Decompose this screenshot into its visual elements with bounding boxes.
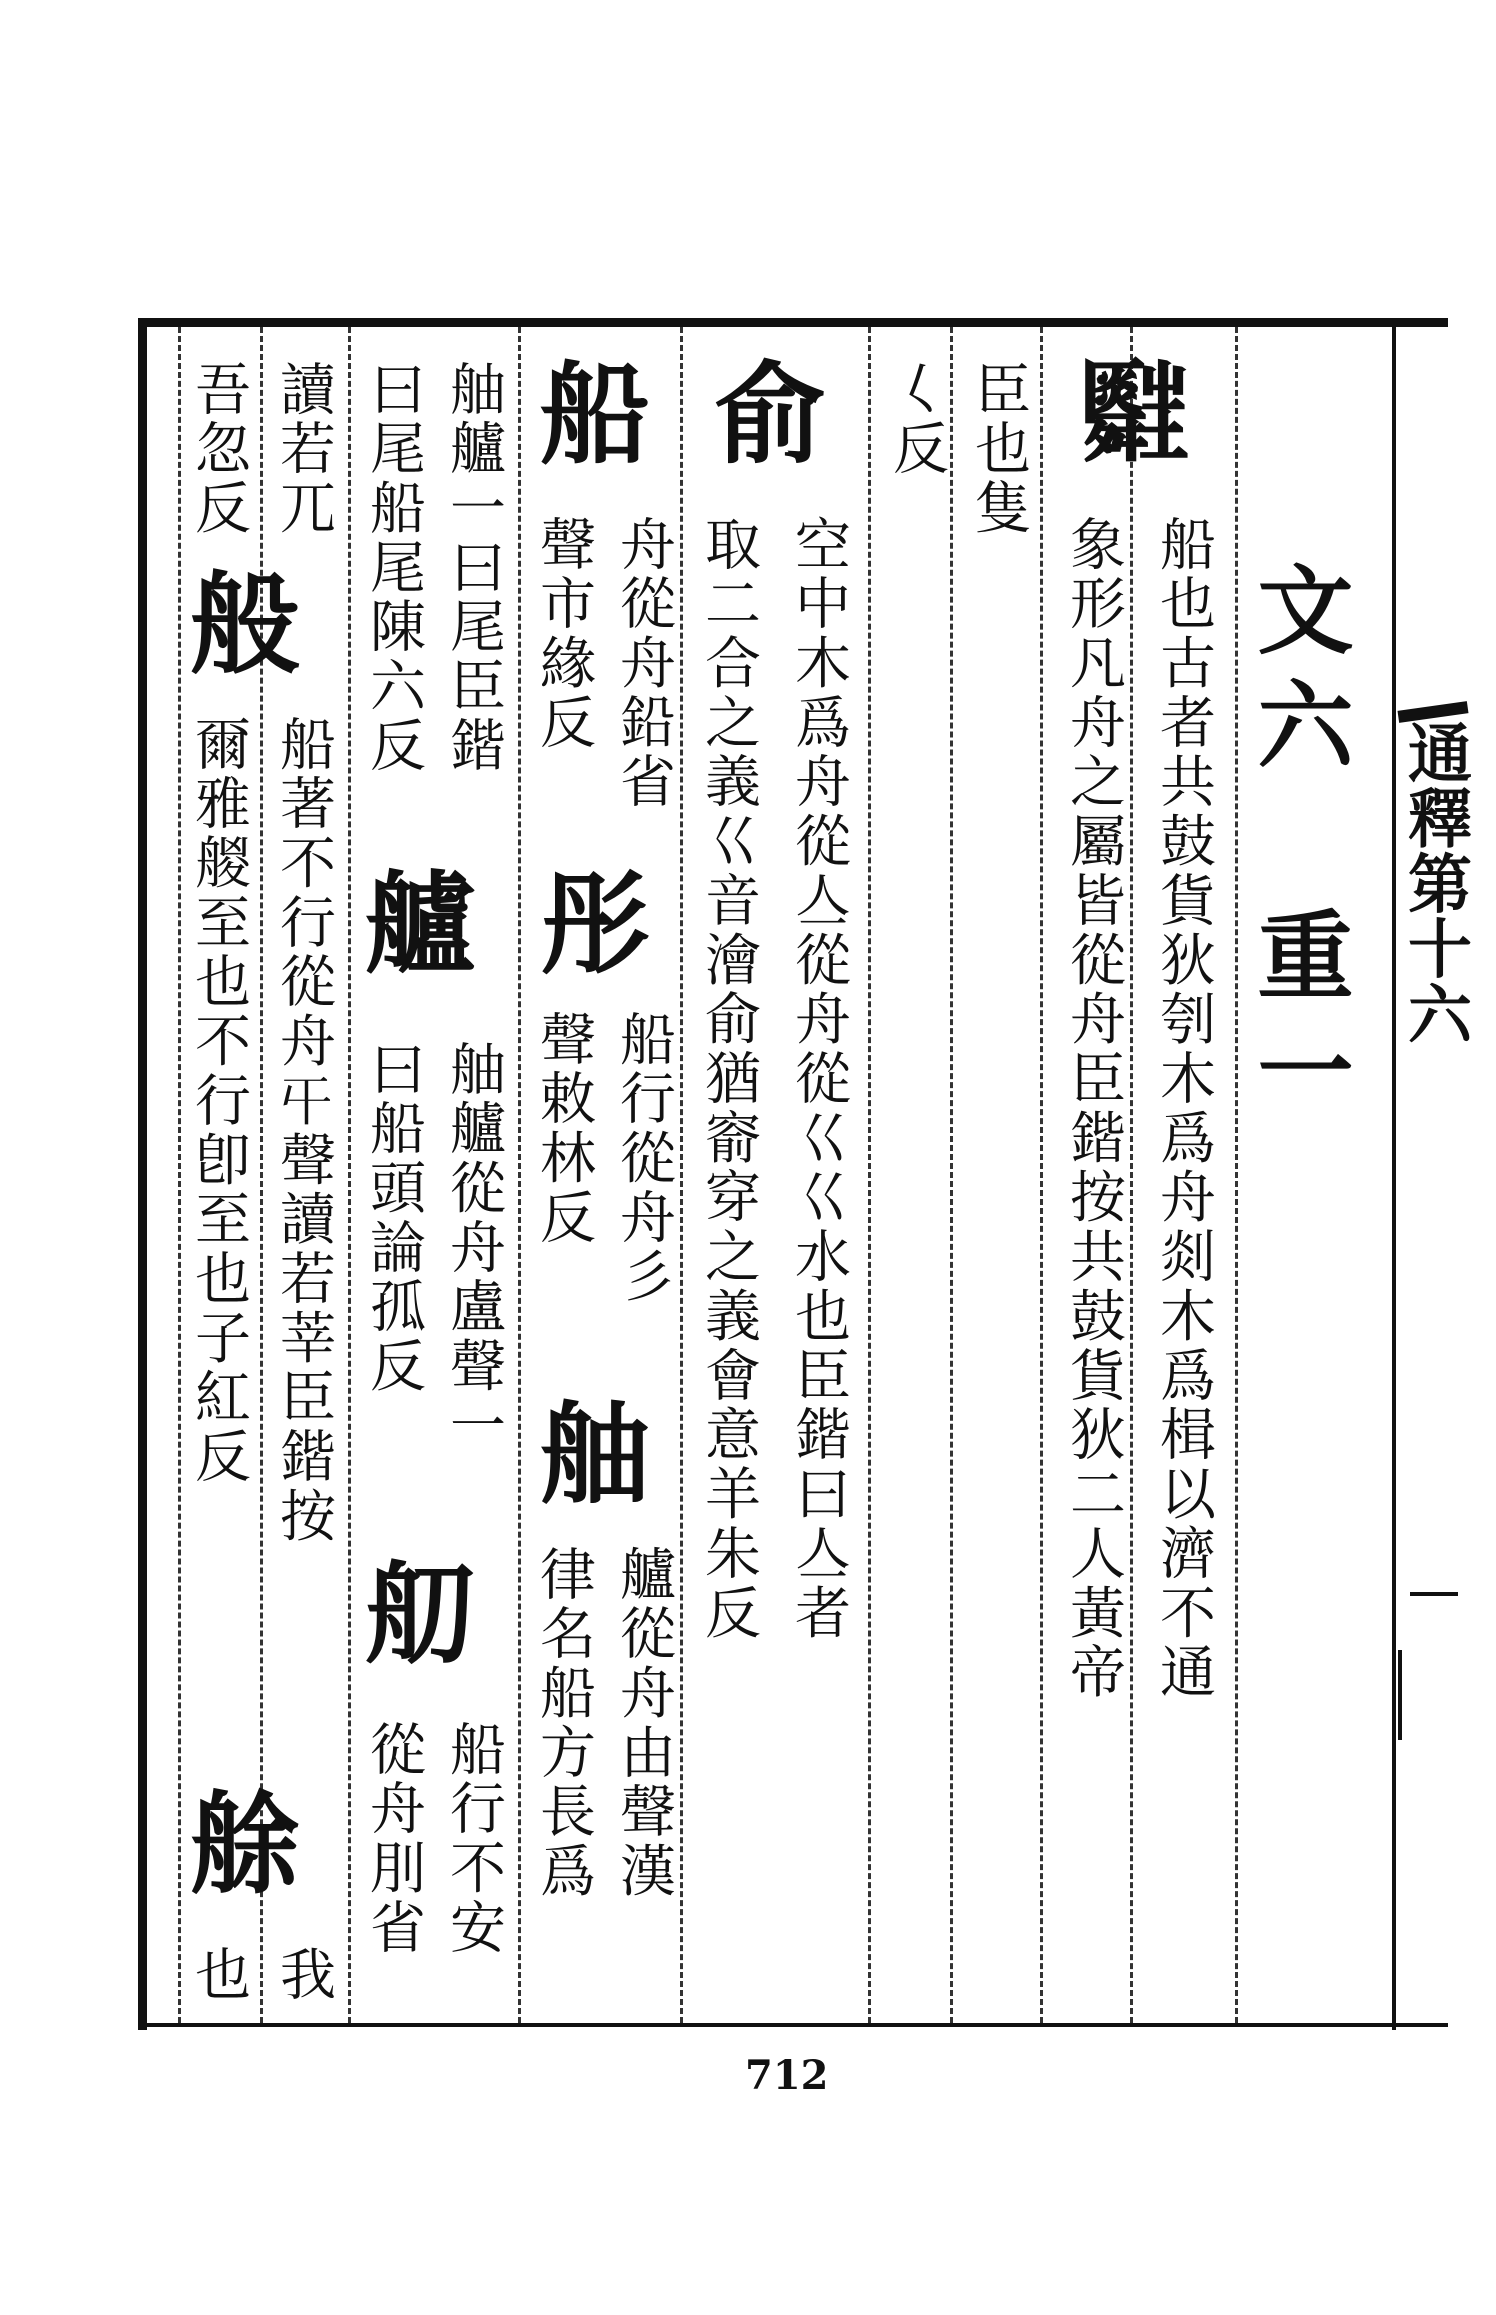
column-divider	[868, 327, 871, 2023]
column-divider	[178, 327, 181, 2023]
frame-right-rule	[1392, 318, 1396, 2030]
text-column: 聲市緣反	[531, 515, 596, 753]
text-column: 舟從舟鉛省	[611, 515, 676, 812]
text-column: 𡿨反	[884, 360, 949, 479]
text-column: 我	[271, 1945, 336, 2005]
text-column: 也	[186, 1945, 251, 2005]
seal-character: 𦨃	[1080, 350, 1190, 479]
column-divider	[950, 327, 953, 2023]
text-column: 舳艫一曰尾臣鍇	[441, 360, 506, 776]
text-column: 聲敕林反	[531, 1010, 596, 1248]
column-divider	[1130, 327, 1133, 2023]
text-column: 舳艫從舟盧聲一	[441, 1040, 506, 1456]
column-divider	[518, 327, 521, 2023]
text-column: 船著不行從舟𡕒聲讀若莘臣鍇按	[271, 715, 336, 1547]
seal-character: 舳	[540, 1390, 650, 1519]
text-column: 讀若兀	[271, 360, 336, 539]
frame-bottom-rule	[138, 2023, 1448, 2027]
text-column: 曰船頭論孤反	[361, 1040, 426, 1397]
text-column: 臣也隻	[966, 360, 1031, 539]
text-column: 從舟刖省	[361, 1720, 426, 1958]
text-column: 律名船方長爲	[531, 1545, 596, 1902]
column-divider	[1040, 327, 1043, 2023]
seal-character: 艅	[190, 1780, 300, 1909]
text-column: 空中木爲舟從亼從舟從巜巜水也臣鍇曰亼者	[786, 515, 851, 1643]
text-column: 取二合之義巜音澮俞猶窬穿之義會意羊朱反	[696, 515, 761, 1643]
seal-character: 般	[190, 560, 300, 689]
text-column: 船行從舟彡	[611, 1010, 676, 1307]
text-column: 象形凡舟之屬皆從舟臣鍇按共鼓貨狄二人黃帝	[1061, 515, 1126, 1703]
text-column: 船行不安	[441, 1720, 506, 1958]
text-column: 吾忽反	[186, 360, 251, 539]
text-column: 曰尾船尾陳六反	[361, 360, 426, 776]
side-mark	[1398, 1650, 1402, 1740]
page-number: 712	[745, 2052, 829, 2099]
column-divider	[348, 327, 351, 2023]
seal-character: 舠	[365, 1550, 475, 1679]
seal-character: 艫	[365, 860, 475, 989]
side-mark	[1410, 1592, 1458, 1596]
seal-character: 俞	[715, 350, 825, 479]
column-divider	[680, 327, 683, 2023]
text-column: 艫從舟由聲漢	[611, 1545, 676, 1902]
side-label: 通釋第十六	[1397, 720, 1472, 1047]
seal-character: 船	[540, 350, 650, 479]
column-divider	[1235, 327, 1238, 2023]
text-column: 爾雅艐至也不行卽至也子紅反	[186, 715, 251, 1487]
text-column: 船也古者共鼓貨狄刳木爲舟剡木爲楫以濟不通	[1151, 515, 1216, 1703]
page-title: 文六 重一	[1242, 560, 1355, 1136]
seal-character: 彤	[540, 860, 650, 989]
